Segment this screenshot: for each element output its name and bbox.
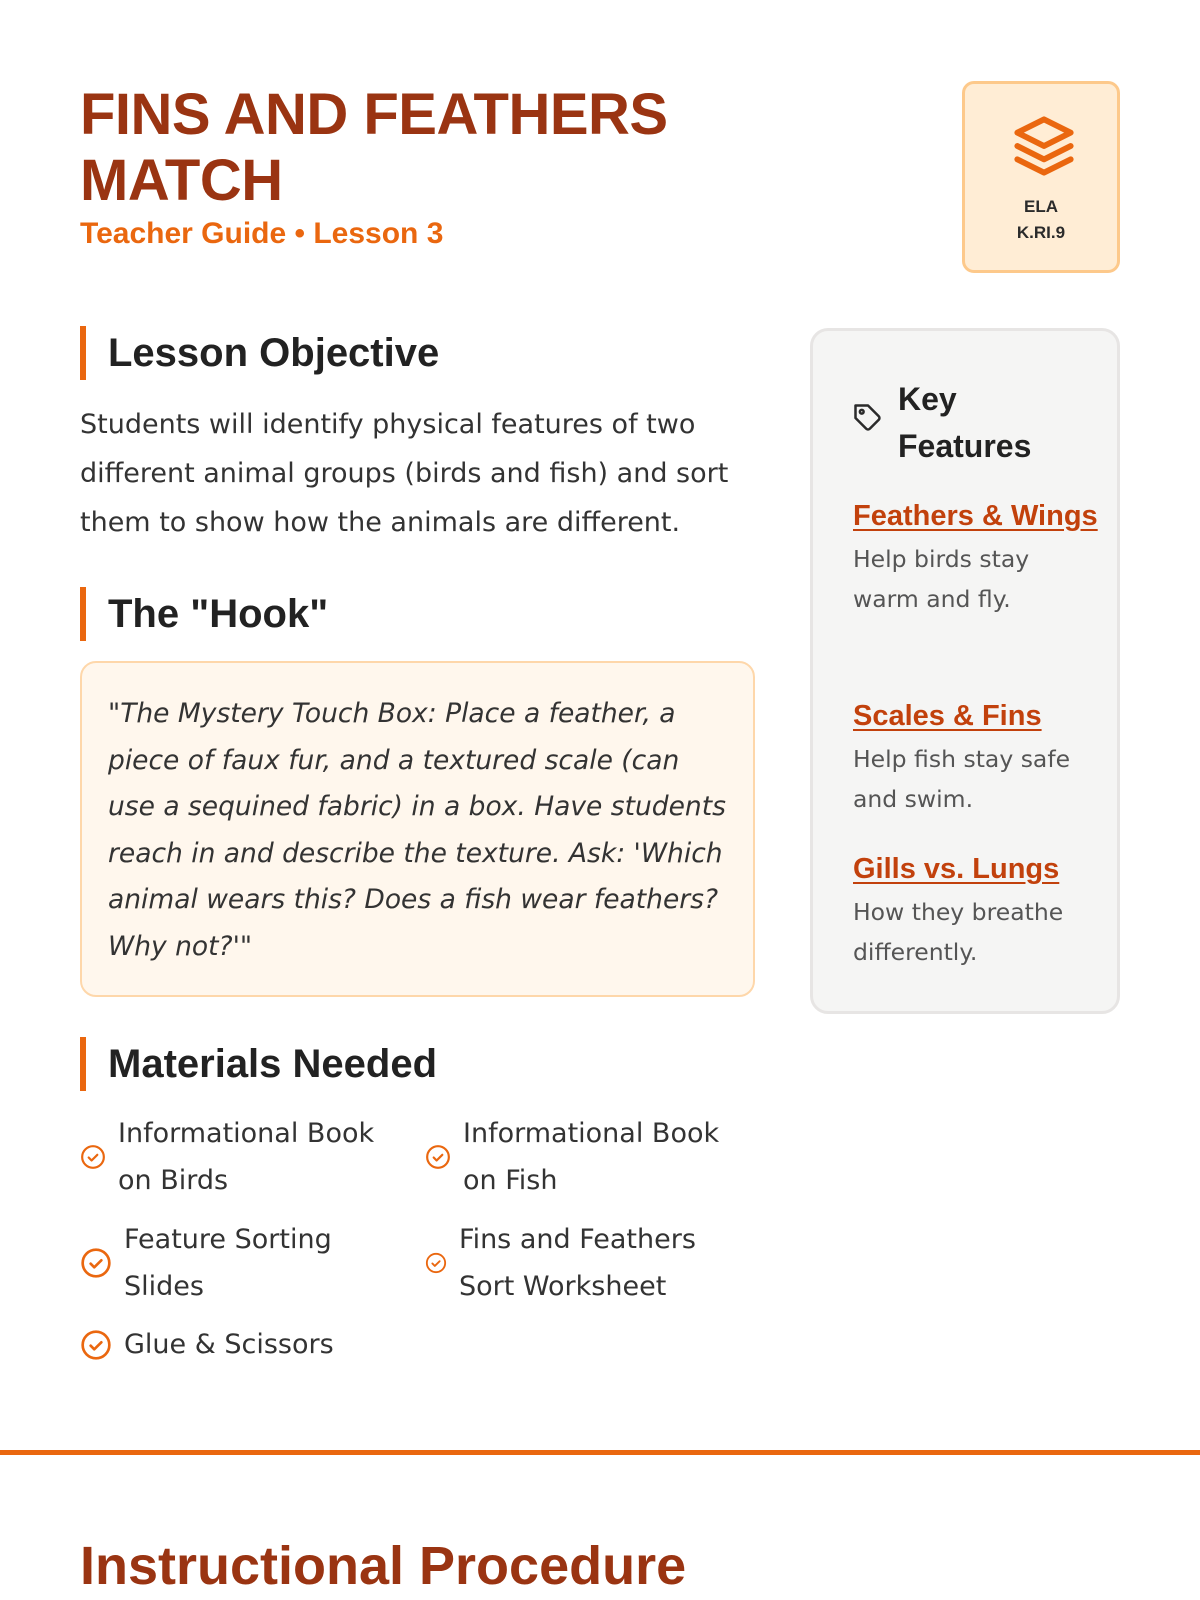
material-label: Glue & Scissors xyxy=(124,1329,334,1360)
procedure-heading: Instructional Procedure xyxy=(80,1536,687,1596)
objective-text: Students will identify physical features of two different animal groups (birds and fish) and sort them to show how the animals are different. xyxy=(80,409,729,538)
feature-item xyxy=(853,493,1098,619)
check-circle-icon xyxy=(80,1144,106,1170)
check-circle-icon xyxy=(80,1247,112,1279)
section-divider xyxy=(0,1450,1200,1455)
material-item xyxy=(425,1216,755,1310)
feature-description: How they breathe differently. xyxy=(853,898,1064,966)
feature-link[interactable]: Feathers & Wings xyxy=(853,500,1098,532)
layers-icon xyxy=(1012,114,1076,178)
feature-link[interactable]: Gills vs. Lungs xyxy=(853,853,1060,885)
key-features-panel xyxy=(810,328,1120,1014)
check-circle-icon xyxy=(425,1252,447,1274)
material-item xyxy=(80,1321,400,1368)
material-item xyxy=(80,1110,400,1204)
feature-description: Help birds stay warm and fly. xyxy=(853,545,1030,613)
material-item xyxy=(80,1216,400,1310)
materials-heading: Materials Needed xyxy=(80,1037,437,1091)
key-features-heading: Key Features xyxy=(898,381,1032,464)
hook-callout xyxy=(80,661,755,997)
page-title: FINS AND FEATHERS MATCH xyxy=(80,82,668,213)
feature-item xyxy=(853,846,1098,972)
check-circle-icon xyxy=(425,1144,451,1170)
check-circle-icon xyxy=(80,1329,112,1361)
hook-heading: The "Hook" xyxy=(80,587,328,641)
material-item xyxy=(425,1110,755,1204)
page-subtitle: Teacher Guide • Lesson 3 xyxy=(80,217,444,250)
standard-badge xyxy=(962,81,1120,273)
material-label: Informational Book on Birds xyxy=(118,1118,375,1196)
badge-standard: K.RI.9 xyxy=(1016,223,1066,242)
feature-description: Help fish stay safe and swim. xyxy=(853,745,1071,813)
material-label: Fins and Feathers Sort Worksheet xyxy=(459,1224,696,1302)
hook-text: "The Mystery Touch Box: Place a feather, a piece of faux fur, and a textured scale (can use a sequined fabric) in a box. Have students reach in and describe the texture. Ask: 'Which animal wears this? Does a fish wear feathers? Why not?'" xyxy=(108,698,726,962)
objective-heading: Lesson Objective xyxy=(80,326,439,380)
tag-icon xyxy=(853,403,883,433)
feature-item xyxy=(853,693,1098,819)
feature-link[interactable]: Scales & Fins xyxy=(853,700,1042,732)
material-label: Feature Sorting Slides xyxy=(124,1224,332,1302)
material-label: Informational Book on Fish xyxy=(463,1118,720,1196)
badge-subject: ELA xyxy=(1024,197,1058,216)
